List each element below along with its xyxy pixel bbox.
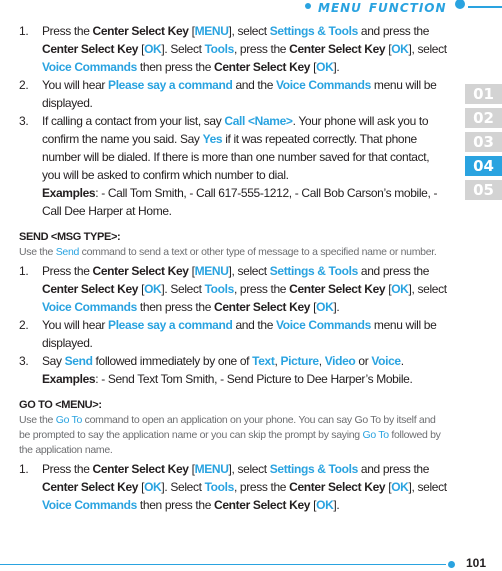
header-rule <box>0 6 312 7</box>
key-name: Center Select Key <box>214 60 311 74</box>
text: command to send a text or other type of message to a specified name or number. <box>79 246 437 258</box>
text: followed immediately by one of <box>92 354 253 368</box>
section-desc-send <box>19 245 449 260</box>
text: ]. Select <box>161 42 205 56</box>
chapter-tabs <box>465 84 502 204</box>
key-name: Center Select Key <box>42 282 139 296</box>
key-name: Center Select Key <box>42 42 139 56</box>
text: If calling a contact from your list, say <box>42 114 225 128</box>
key-name: Center Select Key <box>92 264 189 278</box>
text: ]. <box>333 300 340 314</box>
text: You will hear <box>42 78 109 92</box>
text: [ <box>188 24 195 38</box>
text: [ <box>188 264 195 278</box>
section-title-send: SEND <MSG TYPE>: <box>19 231 121 243</box>
text: Use the <box>19 414 56 426</box>
section-title-goto: GO TO <MENU>: <box>19 399 102 411</box>
text: [ <box>310 498 317 512</box>
key-name: Center Select Key <box>42 480 139 494</box>
text: ], select <box>228 462 270 476</box>
command-ref: Go To <box>362 429 389 441</box>
text: and press the <box>357 264 430 278</box>
examples-text: : - Send Text Tom Smith, - Send Picture to Dee Harper’s Mobile. <box>95 372 413 386</box>
text: and the <box>232 318 277 332</box>
text: menu will be displayed. <box>42 78 437 110</box>
text: command to open an application on your phone. You can say Go To by itself and be prompted to say the application name or you can skip the prompt by saying <box>19 414 436 441</box>
key-name: Center Select Key <box>289 42 386 56</box>
text: ], select <box>408 480 447 494</box>
tab-02[interactable]: 02 <box>465 108 502 128</box>
text: Use the <box>19 246 56 258</box>
text: , <box>318 354 325 368</box>
key-label: OK <box>391 480 409 494</box>
step-1 <box>19 460 449 514</box>
command-ref: Send <box>55 246 80 258</box>
prompt: Please say a command <box>108 318 233 332</box>
step-1 <box>19 22 449 76</box>
text: [ <box>138 282 145 296</box>
text: followed by the application name. <box>19 429 441 456</box>
menu-item: Tools <box>204 282 234 296</box>
text: ], select <box>228 264 270 278</box>
text: ]. <box>333 498 340 512</box>
footer-dot <box>448 561 455 568</box>
menu-item: Voice Commands <box>42 60 137 74</box>
text: , press the <box>233 42 290 56</box>
tab-05[interactable]: 05 <box>465 180 502 200</box>
step-1 <box>19 262 449 316</box>
menu-item: Voice Commands <box>42 300 137 314</box>
key-label: OK <box>391 42 409 56</box>
text: ], select <box>408 282 447 296</box>
text: ]. <box>333 60 340 74</box>
command: Yes <box>202 132 223 146</box>
text: , <box>274 354 281 368</box>
text: [ <box>385 282 392 296</box>
key-label: OK <box>144 42 162 56</box>
text: ]. Select <box>161 480 205 494</box>
key-name: Center Select Key <box>289 282 386 296</box>
header-dot-right <box>455 0 465 9</box>
menu-item: Tools <box>204 480 234 494</box>
text: or <box>355 354 372 368</box>
msg-type: Video <box>324 354 356 368</box>
menu-item: Tools <box>204 42 234 56</box>
key-label: OK <box>391 282 409 296</box>
text: [ <box>188 462 195 476</box>
text: Press the <box>42 24 93 38</box>
key-label: MENU <box>194 462 229 476</box>
page-title: menu function <box>318 0 447 17</box>
step-number: 1. <box>19 462 29 476</box>
key-label: MENU <box>194 24 229 38</box>
text: Say <box>42 354 65 368</box>
examples-label: Examples <box>42 186 96 200</box>
text: [ <box>310 60 317 74</box>
step-number: 1. <box>19 264 29 278</box>
key-label: MENU <box>194 264 229 278</box>
menu-item: Settings & Tools <box>269 264 358 278</box>
step-2 <box>19 316 449 352</box>
header-dot-left <box>305 3 311 9</box>
step-3 <box>19 112 449 220</box>
text: [ <box>385 480 392 494</box>
text: . Your phone will ask you to confirm the name you said. Say <box>42 114 429 146</box>
tab-01[interactable]: 01 <box>465 84 502 104</box>
text: and the <box>232 78 277 92</box>
step-number: 2. <box>19 318 29 332</box>
text: . <box>400 354 404 368</box>
step-number: 1. <box>19 24 29 38</box>
step-number: 3. <box>19 354 29 368</box>
command: Send <box>64 354 93 368</box>
header-rule-right <box>468 6 502 8</box>
text: menu will be displayed. <box>42 318 437 350</box>
step-number: 2. <box>19 78 29 92</box>
text: then press the <box>136 498 215 512</box>
text: , press the <box>233 480 290 494</box>
msg-type: Voice <box>371 354 401 368</box>
step-3 <box>19 352 449 388</box>
text: [ <box>138 42 145 56</box>
menu-item: Settings & Tools <box>269 462 358 476</box>
text: ], select <box>228 24 270 38</box>
text: then press the <box>136 300 215 314</box>
key-label: OK <box>144 480 162 494</box>
page-number: 101 <box>466 556 487 570</box>
key-label: OK <box>316 60 334 74</box>
key-name: Center Select Key <box>214 300 311 314</box>
prompt: Please say a command <box>108 78 233 92</box>
key-name: Center Select Key <box>214 498 311 512</box>
text: if it was repeated correctly. That phone number will be dialed. If there is more than one number saved for that contact, you will be asked to confirm which number to dial. <box>42 132 430 182</box>
text: then press the <box>136 60 215 74</box>
text: You will hear <box>42 318 109 332</box>
text: ]. Select <box>161 282 205 296</box>
menu-item: Voice Commands <box>276 78 371 92</box>
step-2 <box>19 76 449 112</box>
text: [ <box>310 300 317 314</box>
text: [ <box>138 480 145 494</box>
text: Press the <box>42 264 93 278</box>
text: and press the <box>357 24 430 38</box>
tab-04[interactable]: 04 <box>465 156 502 176</box>
menu-item: Voice Commands <box>276 318 371 332</box>
key-label: OK <box>316 300 334 314</box>
msg-type: Text <box>252 354 275 368</box>
tab-03[interactable]: 03 <box>465 132 502 152</box>
section-desc-goto <box>19 413 449 458</box>
examples-text: : - Call Tom Smith, - Call 617-555-1212, - Call Bob Carson’s mobile, - Call Dee Harper at Home. <box>42 186 438 218</box>
command: Call <Name> <box>224 114 293 128</box>
key-label: OK <box>144 282 162 296</box>
text: ], select <box>408 42 447 56</box>
key-name: Center Select Key <box>289 480 386 494</box>
command-ref: Go To <box>55 414 83 426</box>
main-content <box>19 22 449 514</box>
msg-type: Picture <box>280 354 319 368</box>
examples-label: Examples <box>42 372 96 386</box>
menu-item: Settings & Tools <box>269 24 358 38</box>
key-name: Center Select Key <box>92 462 189 476</box>
key-name: Center Select Key <box>92 24 189 38</box>
text: , press the <box>233 282 290 296</box>
step-number: 3. <box>19 114 29 128</box>
footer-rule <box>0 564 446 565</box>
menu-item: Voice Commands <box>42 498 137 512</box>
key-label: OK <box>316 498 334 512</box>
text: [ <box>385 42 392 56</box>
text: Press the <box>42 462 93 476</box>
text: and press the <box>357 462 430 476</box>
